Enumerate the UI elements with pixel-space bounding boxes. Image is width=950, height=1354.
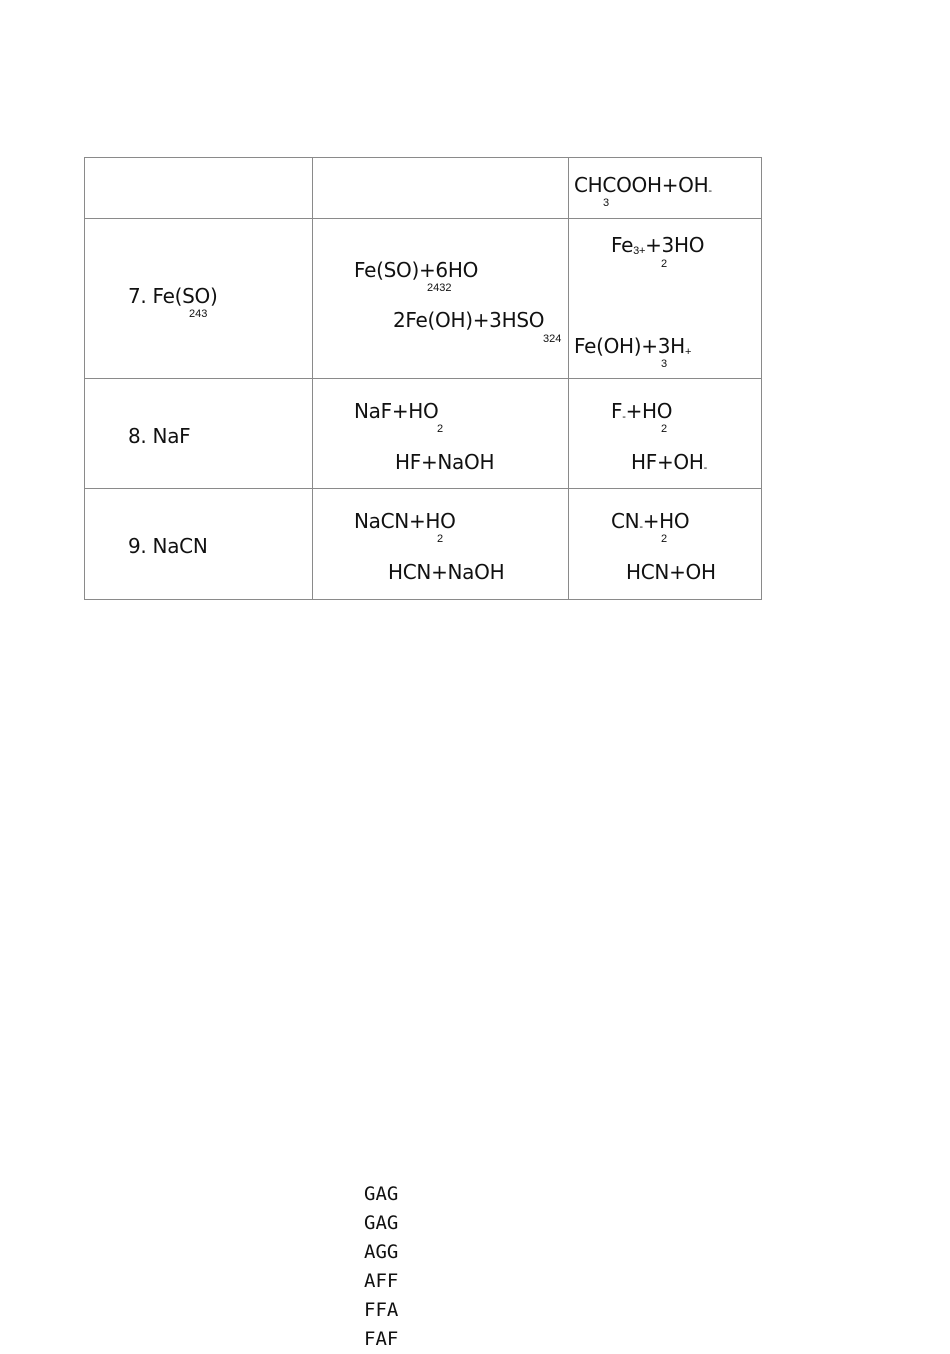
hydrolysis-products: HCN+NaOH <box>388 560 505 584</box>
salt-label: 9. NaCN <box>128 534 208 558</box>
table-row <box>85 489 762 600</box>
subscript: 2 <box>437 533 444 545</box>
ionic-equation: F-+HO <box>611 399 673 423</box>
code-list <box>364 1180 398 1354</box>
ionic-equation: CHCOOH+OH- <box>574 173 712 197</box>
table-row <box>85 219 762 379</box>
salt-label: 7. Fe(SO) <box>128 284 218 308</box>
table-cell <box>569 379 762 489</box>
table-cell <box>569 489 762 600</box>
hydrolysis-products: HF+NaOH <box>395 450 495 474</box>
hydrolysis-equation: NaF+HO <box>354 399 439 423</box>
ionic-products: Fe(OH)+3H+ <box>574 334 692 358</box>
table-row <box>85 158 762 219</box>
table-row <box>85 379 762 489</box>
hydrolysis-products: 2Fe(OH)+3HSO <box>393 308 545 332</box>
hydrolysis-equation: NaCN+HO <box>354 509 456 533</box>
code-line: AGG <box>364 1241 399 1263</box>
table-cell <box>313 379 569 489</box>
subscript: 324 <box>543 333 562 345</box>
code-line: GAG <box>364 1183 399 1205</box>
table-cell <box>85 219 313 379</box>
table-cell <box>569 158 762 219</box>
table-cell <box>85 489 313 600</box>
table-cell <box>85 158 313 219</box>
table-cell <box>313 219 569 379</box>
subscript: 2 <box>661 533 668 545</box>
code-line: AFF <box>364 1270 399 1292</box>
ionic-products: HF+OH- <box>631 450 707 474</box>
salt-label: 8. NaF <box>128 424 191 448</box>
ionic-equation: Fe3++3HO <box>611 233 705 257</box>
subscript: 2 <box>661 258 668 270</box>
subscript: 2432 <box>427 282 452 294</box>
subscript: 3 <box>661 358 668 370</box>
code-line: GAG <box>364 1212 399 1234</box>
subscript: 243 <box>189 308 208 320</box>
ionic-products: HCN+OH <box>626 560 716 584</box>
subscript: 2 <box>437 423 444 435</box>
table-cell <box>313 158 569 219</box>
hydrolysis-equation: Fe(SO)+6HO <box>354 258 479 282</box>
hydrolysis-table <box>84 157 762 600</box>
ionic-equation: CN-+HO <box>611 509 690 533</box>
code-line: FAF <box>364 1328 399 1350</box>
subscript: 3 <box>603 197 610 209</box>
subscript: 2 <box>661 423 668 435</box>
table-cell <box>313 489 569 600</box>
table-cell <box>569 219 762 379</box>
table-cell <box>85 379 313 489</box>
code-line: FFA <box>364 1299 399 1321</box>
